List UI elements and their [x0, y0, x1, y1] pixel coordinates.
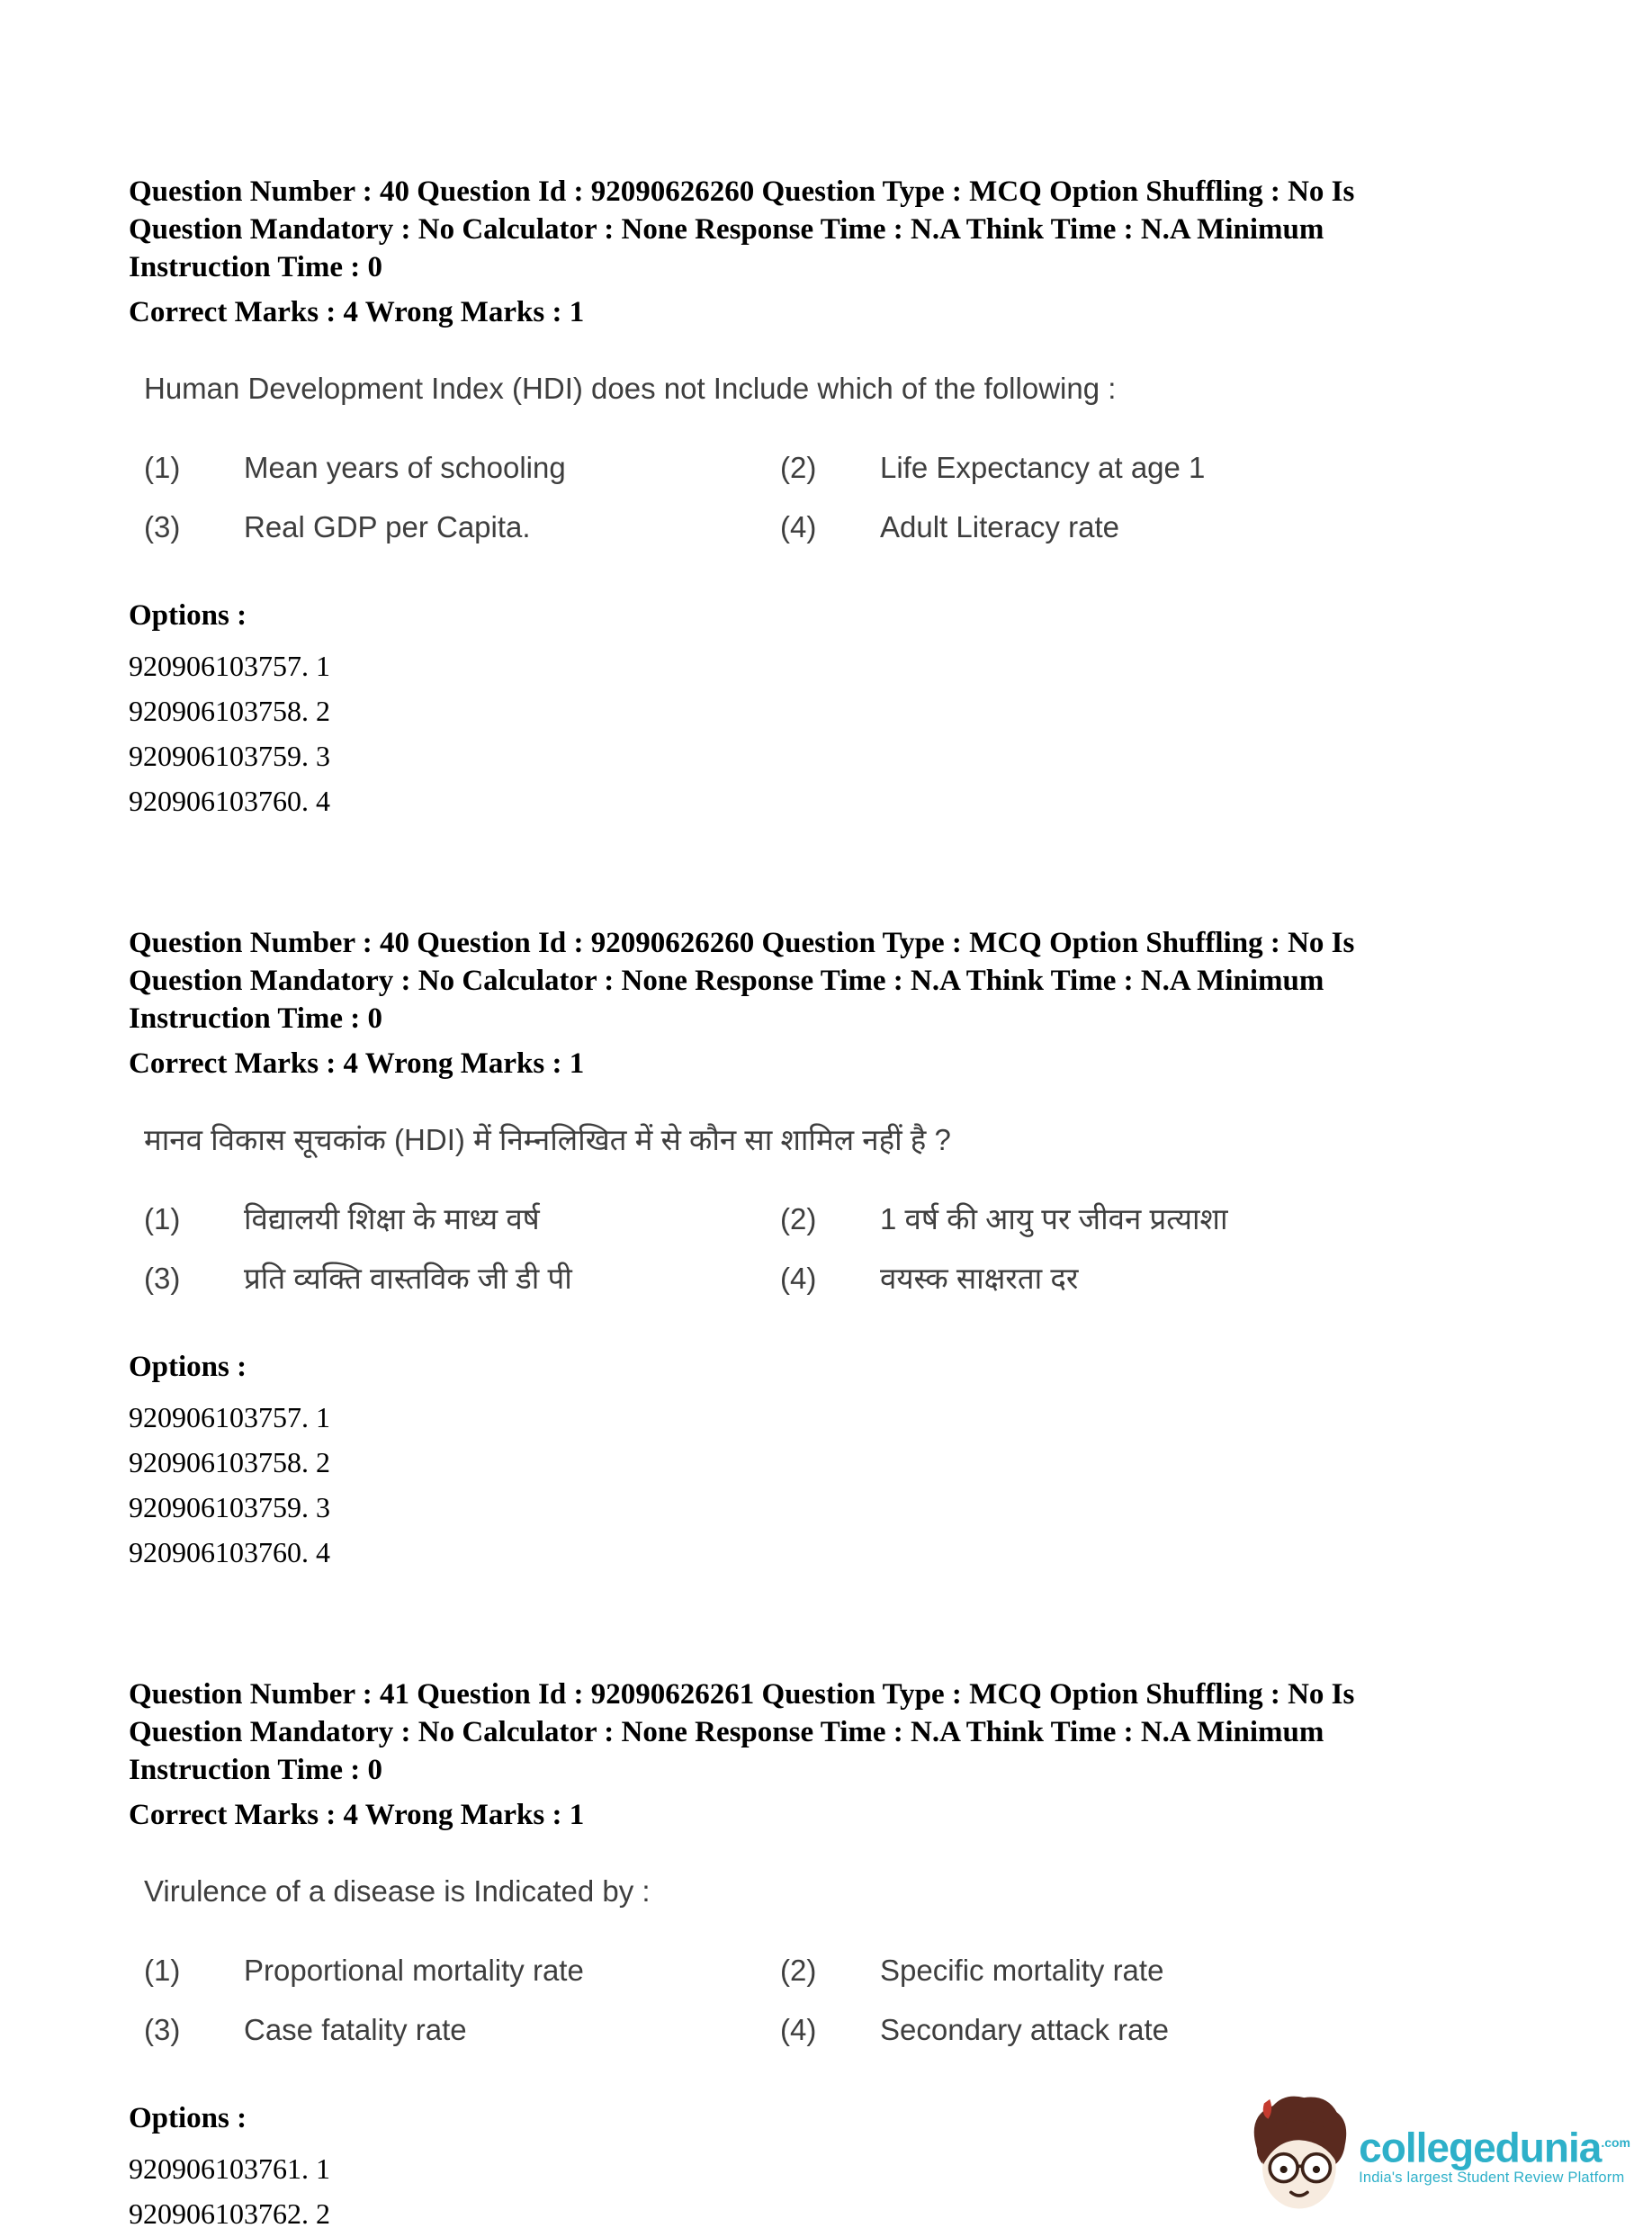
choice-text: Mean years of schooling	[244, 451, 566, 484]
question-meta-line: Question Number : 40 Question Id : 92090626260 Question Type : MCQ Option Shuffling : No Is	[129, 175, 1355, 208]
question-meta-line: Instruction Time : 0	[129, 1754, 383, 1786]
question-meta-line: Instruction Time : 0	[129, 1002, 383, 1035]
option-id-line: 920906103761. 1	[129, 2152, 330, 2185]
option-id-line: 920906103762. 2	[129, 2197, 330, 2228]
question-text: Human Development Index (HDI) does not Include which of the following :	[144, 372, 1117, 405]
logo-wordmark-text: collegedunia	[1359, 2124, 1602, 2171]
option-id-line: 920906103758. 2	[129, 1446, 330, 1478]
choice-number: (4)	[780, 1262, 817, 1295]
collegedunia-logo	[1245, 2089, 1630, 2219]
options-label: Options :	[129, 599, 247, 632]
question-meta-line: Question Number : 40 Question Id : 92090626260 Question Type : MCQ Option Shuffling : No Is	[129, 927, 1355, 959]
option-id-line: 920906103759. 3	[129, 1491, 330, 1523]
marks-line: Correct Marks : 4 Wrong Marks : 1	[129, 296, 585, 328]
logo-text-column	[1359, 2121, 1630, 2187]
choice-text: Case fatality rate	[244, 2013, 467, 2046]
logo-wordmark	[1359, 2121, 1630, 2169]
marks-line: Correct Marks : 4 Wrong Marks : 1	[129, 1799, 585, 1831]
question-meta-line: Instruction Time : 0	[129, 251, 383, 283]
options-label: Options :	[129, 2102, 247, 2134]
option-id-line: 920906103757. 1	[129, 1401, 330, 1433]
choice-number: (3)	[144, 1262, 181, 1295]
choice-number: (1)	[144, 1202, 181, 1235]
collegedunia-mascot-icon	[1245, 2089, 1351, 2219]
choice-number: (2)	[780, 1954, 817, 1987]
question-meta-line: Question Mandatory : No Calculator : None Response Time : N.A Think Time : N.A Minimum	[129, 213, 1324, 246]
choices-grid	[144, 1951, 1494, 2050]
choice-text: Secondary attack rate	[880, 2013, 1170, 2046]
marks-line: Correct Marks : 4 Wrong Marks : 1	[129, 1047, 585, 1080]
options-label: Options :	[129, 1351, 247, 1383]
option-id-line: 920906103759. 3	[129, 740, 330, 772]
option-id-line: 920906103760. 4	[129, 1536, 330, 1568]
choice-number: (1)	[144, 1954, 181, 1987]
question-block-40-english	[129, 173, 1494, 823]
question-meta	[129, 924, 1494, 1038]
choice-number: (3)	[144, 510, 181, 544]
option-id-list	[129, 643, 1494, 823]
choice-number: (1)	[144, 451, 181, 484]
choice-text: विद्यालयी शिक्षा के माध्य वर्ष	[244, 1202, 540, 1235]
choice-text: Real GDP per Capita.	[244, 510, 531, 544]
logo-tld: .com	[1601, 2134, 1630, 2150]
choice-text: Adult Literacy rate	[880, 510, 1119, 544]
choice-text: वयस्क साक्षरता दर	[880, 1262, 1079, 1295]
choices-grid	[144, 1199, 1494, 1298]
choice-number: (3)	[144, 2013, 181, 2046]
question-meta	[129, 173, 1494, 286]
question-block-40-hindi	[129, 924, 1494, 1575]
question-meta-line: Question Mandatory : No Calculator : None Response Time : N.A Think Time : N.A Minimum	[129, 1716, 1324, 1748]
choice-text: प्रति व्यक्ति वास्तविक जी डी पी	[244, 1262, 572, 1295]
choice-number: (2)	[780, 1202, 817, 1235]
question-meta-line: Question Number : 41 Question Id : 92090626261 Question Type : MCQ Option Shuffling : No Is	[129, 1678, 1355, 1711]
choice-number: (4)	[780, 510, 817, 544]
choice-text: Specific mortality rate	[880, 1954, 1164, 1987]
option-id-list	[129, 1395, 1494, 1575]
choice-number: (2)	[780, 451, 817, 484]
question-meta-line: Question Mandatory : No Calculator : None Response Time : N.A Think Time : N.A Minimum	[129, 965, 1324, 997]
option-id-line: 920906103757. 1	[129, 650, 330, 682]
choice-number: (4)	[780, 2013, 817, 2046]
choice-text: Proportional mortality rate	[244, 1954, 584, 1987]
choice-text: 1 वर्ष की आयु पर जीवन प्रत्याशा	[880, 1202, 1228, 1235]
choice-text: Life Expectancy at age 1	[880, 451, 1206, 484]
logo-tagline: India's largest Student Review Platform	[1359, 2170, 1625, 2187]
question-meta	[129, 1675, 1494, 1789]
option-id-line: 920906103758. 2	[129, 695, 330, 727]
question-text: Virulence of a disease is Indicated by :	[144, 1874, 651, 1908]
option-id-line: 920906103760. 4	[129, 785, 330, 817]
choices-grid	[144, 448, 1494, 547]
question-text: मानव विकास सूचकांक (HDI) में निम्नलिखित में से कौन सा शामिल नहीं है ?	[144, 1123, 951, 1156]
